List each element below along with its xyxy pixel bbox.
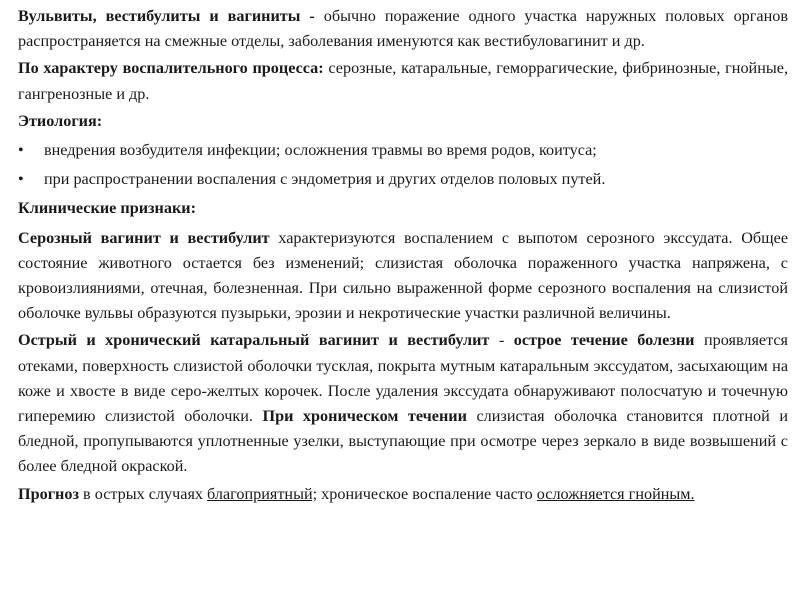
paragraph-serous-text: характеризуются воспалением с выпотом серозного экссудата. Общее состояние животного остается без изменений; слизистая оболочка пораженного участка напряжена, с кровоизлияниями, отечная, болезненная. При сильно выраженной форме серозного воспаления на слизистой оболочке вульвы образуются пузырьки, эрозии и некротические участки различной величины. <box>18 228 788 323</box>
list-item: • внедрения возбудителя инфекции; осложнения травмы во время родов, коитуса; <box>18 138 788 163</box>
paragraph-vulvitis-text: обычно поражение одного участка наружных половых органов распространяется на смежные отделы, заболевания именуются как вестибуловагинит и др. <box>18 7 788 51</box>
term-serous: Серозный вагинит и вестибулит <box>18 228 270 247</box>
clinical-heading: Клинические признаки: <box>18 199 197 218</box>
etiology-list <box>18 138 788 192</box>
term-vulvitis: Вульвиты, вестибулиты и вагиниты - <box>18 7 315 25</box>
term-chronic-course: При хроническом течении <box>262 407 467 426</box>
etiology-heading: Этиология: <box>18 111 103 130</box>
term-catarrhal: Острый и хронический катаральный вагинит и вестибулит <box>18 331 490 350</box>
bullet-icon: • <box>18 141 24 160</box>
paragraph-vulvitis <box>18 4 788 54</box>
paragraph-catarrhal: Острый и хронический катаральный вагинит и вестибулит - острое течение болезни проявляется отеками, поверхность слизистой оболочки тусклая, покрыта мутным катаральным экссудатом, засыхающим на коже и хвосте в виде серо-желтых корочек. После удаления экссудата обнаруживают полосчатую и точечную гиперемию слизистой оболочки. При хроническом течении слизистая оболочка становится плотной и бледной, пропупываются уплотненные узелки, выступающие при осмотре через зеркало в виде возвышений с более бледной окраской. <box>18 331 788 476</box>
document-page <box>18 4 788 509</box>
paragraph-process-type <box>18 56 788 106</box>
prognosis-complication: осложняется гнойным. <box>536 484 695 503</box>
paragraph-process-type-text: серозные, катаральные, геморрагические, фибринозные, гнойные, гангренозные и др. <box>18 59 788 103</box>
list-item: • при распространении воспаления с эндометрия и других отделов половых путей. <box>18 167 788 192</box>
prognosis-favorable: благоприятный; <box>207 484 318 503</box>
paragraph-serous <box>18 226 788 327</box>
term-acute-course: острое течение болезни <box>513 331 695 350</box>
bullet-icon: • <box>18 170 24 189</box>
paragraph-prognosis: Прогноз в острых случаях благоприятный; хроническое воспаление часто осложняется гнойным. <box>18 484 695 503</box>
term-process-type: По характеру воспалительного процесса: <box>18 59 324 78</box>
term-prognosis: Прогноз <box>18 484 79 503</box>
